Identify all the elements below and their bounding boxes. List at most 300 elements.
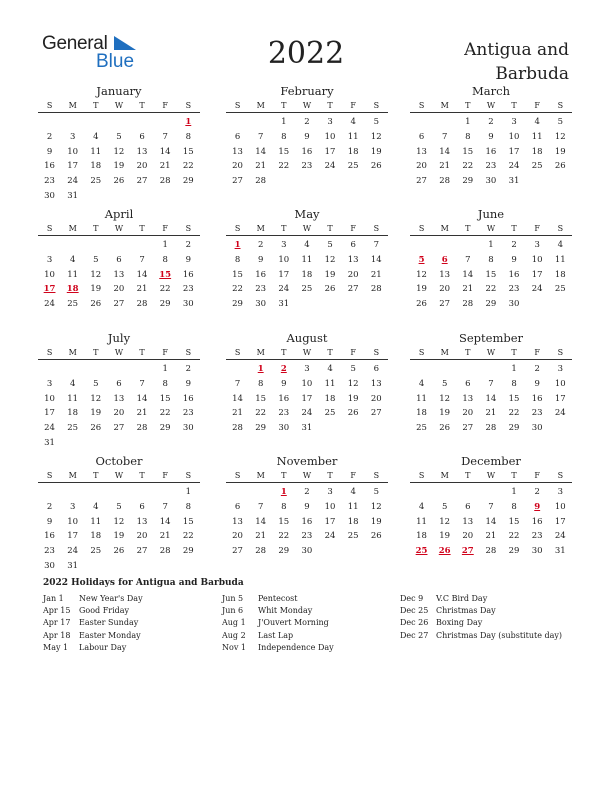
weekday-label: M	[440, 224, 449, 233]
holiday-name: Labour Day	[79, 642, 127, 652]
day-cell: 22	[255, 408, 267, 419]
week-row	[410, 174, 572, 189]
holiday-date: Dec 25	[400, 606, 429, 616]
day-cell: 9	[488, 131, 494, 142]
empty-cell	[177, 436, 200, 451]
day-cell: 8	[234, 254, 241, 265]
day-cell: 10	[278, 254, 290, 265]
holiday-day: 17	[43, 284, 56, 295]
empty-cell	[131, 115, 154, 130]
day-cell: 19	[113, 531, 125, 542]
empty-cell	[107, 362, 130, 377]
day-cell: 11	[347, 131, 359, 142]
month-june	[410, 207, 572, 312]
day-cell: 18	[531, 146, 543, 157]
weekday-label: F	[162, 471, 168, 480]
day-cell: 11	[554, 254, 566, 265]
day-cell: 23	[508, 284, 520, 295]
day-cell: 7	[488, 378, 494, 389]
day-cell: 18	[301, 269, 313, 280]
day-cell: 30	[531, 423, 543, 434]
empty-cell	[410, 115, 433, 130]
day-cell: 11	[324, 378, 336, 389]
day-cell: 12	[416, 269, 427, 280]
week-row	[410, 392, 572, 407]
day-cell: 5	[441, 378, 448, 389]
day-cell: 1	[162, 240, 168, 250]
empty-cell	[38, 362, 61, 377]
day-cell: 4	[557, 240, 564, 250]
holiday-name: New Year's Day	[79, 594, 143, 603]
day-cell: 9	[46, 146, 53, 157]
day-cell: 15	[182, 146, 194, 157]
weekday-label: M	[68, 348, 77, 357]
week-row	[38, 392, 200, 407]
day-cell: 23	[278, 408, 290, 419]
day-cell: 17	[44, 408, 55, 419]
day-cell: 15	[508, 393, 520, 404]
day-cell: 2	[257, 240, 264, 250]
weekday-label: W	[114, 348, 124, 357]
day-cell: 27	[439, 299, 451, 310]
holiday-date: May 1	[43, 642, 69, 652]
month-november	[226, 454, 388, 559]
day-cell: 3	[304, 364, 310, 374]
day-cell: 3	[557, 364, 564, 374]
day-cell: 19	[324, 269, 336, 280]
week-row	[410, 253, 572, 268]
day-cell: 4	[350, 117, 356, 127]
holiday-day: 1	[185, 117, 192, 127]
day-cell: 11	[531, 131, 543, 142]
weekday-header	[226, 346, 388, 360]
week-row	[226, 145, 388, 160]
day-cell: 2	[534, 487, 540, 497]
day-cell: 29	[159, 423, 171, 434]
day-cell: 27	[232, 176, 243, 187]
day-cell: 8	[185, 501, 192, 512]
day-cell: 9	[185, 254, 192, 265]
month-july	[38, 331, 200, 451]
week-row	[226, 174, 388, 189]
weekday-label: S	[557, 348, 564, 357]
weekday-label: F	[162, 101, 168, 110]
week-row	[226, 268, 388, 283]
weekday-label: W	[486, 471, 496, 480]
day-cell: 2	[304, 487, 310, 497]
weekday-label: S	[373, 471, 380, 480]
holiday-name: Boxing Day	[436, 618, 483, 628]
empty-cell	[131, 485, 154, 500]
weekday-label: S	[557, 224, 564, 233]
day-cell: 11	[90, 516, 102, 527]
weekday-label: T	[281, 471, 287, 480]
weekday-header	[410, 469, 572, 483]
day-cell: 2	[304, 117, 310, 127]
holiday-item	[43, 617, 143, 629]
empty-cell	[319, 297, 342, 312]
day-cell: 16	[531, 393, 543, 404]
day-cell: 14	[485, 516, 497, 527]
day-cell: 22	[278, 161, 290, 172]
empty-cell	[177, 559, 200, 574]
day-cell: 4	[418, 501, 425, 512]
holiday-name: Easter Monday	[79, 630, 141, 640]
day-cell: 25	[90, 176, 102, 187]
day-cell: 10	[324, 501, 336, 512]
day-cell: 20	[462, 408, 474, 419]
day-cell: 10	[531, 254, 543, 265]
month-january	[38, 84, 200, 204]
day-cell: 4	[304, 240, 310, 250]
empty-cell	[226, 485, 249, 500]
week-row	[226, 515, 388, 530]
holiday-item	[222, 617, 334, 629]
day-cell: 24	[554, 408, 566, 419]
day-cell: 13	[462, 393, 474, 404]
day-cell: 21	[159, 531, 171, 542]
month-march	[410, 84, 572, 189]
weekday-label: M	[256, 348, 265, 357]
day-cell: 22	[278, 531, 290, 542]
week-row	[38, 268, 200, 283]
day-cell: 28	[370, 284, 382, 295]
day-cell: 20	[347, 269, 359, 280]
day-cell: 5	[116, 501, 122, 512]
day-cell: 3	[511, 117, 517, 127]
logo-blue-text: Blue	[96, 51, 135, 72]
holiday-day: 26	[438, 546, 451, 557]
day-cell: 6	[116, 378, 122, 389]
empty-cell	[107, 115, 130, 130]
empty-cell	[61, 485, 84, 500]
day-cell: 6	[139, 131, 145, 142]
weekday-label: M	[440, 101, 449, 110]
week-row	[410, 282, 572, 297]
day-cell: 16	[44, 161, 55, 172]
weekday-label: T	[465, 471, 471, 480]
day-cell: 25	[301, 284, 313, 295]
day-cell: 5	[350, 364, 356, 374]
empty-cell	[38, 115, 61, 130]
day-cell: 17	[508, 146, 520, 157]
holiday-name: J'Ouvert Morning	[258, 618, 329, 628]
week-row	[410, 115, 572, 130]
day-cell: 25	[67, 423, 79, 434]
day-cell: 19	[370, 516, 382, 527]
day-cell: 1	[465, 117, 471, 127]
day-cell: 9	[257, 254, 264, 265]
weekday-label: S	[557, 471, 564, 480]
weekday-label: F	[534, 224, 540, 233]
week-row	[410, 500, 572, 515]
day-cell: 3	[557, 487, 564, 497]
holiday-date: Apr 15	[43, 606, 71, 616]
day-cell: 13	[232, 516, 243, 527]
day-cell: 10	[44, 269, 55, 280]
holiday-day: 2	[280, 364, 287, 374]
day-cell: 26	[347, 408, 359, 419]
week-row	[38, 559, 200, 574]
day-cell: 15	[485, 269, 497, 280]
day-cell: 29	[508, 423, 520, 434]
day-cell: 22	[508, 531, 520, 542]
weekday-label: S	[46, 101, 53, 110]
day-cell: 2	[534, 364, 540, 374]
empty-cell	[365, 297, 388, 312]
day-cell: 18	[90, 161, 102, 172]
day-cell: 6	[350, 240, 356, 250]
empty-cell	[38, 485, 61, 500]
day-cell: 25	[90, 546, 102, 557]
day-cell: 19	[90, 408, 102, 419]
day-cell: 25	[347, 161, 359, 172]
day-cell: 13	[136, 146, 148, 157]
holiday-column	[43, 593, 143, 654]
day-cell: 24	[324, 531, 336, 542]
day-cell: 12	[554, 131, 566, 142]
weekday-label: T	[281, 348, 287, 357]
holiday-column	[400, 593, 562, 642]
day-cell: 20	[370, 393, 382, 404]
empty-cell	[84, 485, 107, 500]
day-cell: 21	[439, 161, 451, 172]
holiday-day: 27	[461, 546, 474, 557]
day-cell: 29	[462, 176, 474, 187]
holiday-day: 1	[280, 487, 287, 497]
empty-cell	[433, 238, 456, 253]
day-cell: 14	[159, 146, 171, 157]
empty-cell	[479, 362, 502, 377]
empty-cell	[365, 544, 388, 559]
empty-cell	[456, 362, 479, 377]
day-cell: 10	[554, 378, 566, 389]
weekday-label: T	[93, 348, 99, 357]
empty-cell	[131, 189, 154, 204]
weekday-label: W	[486, 348, 496, 357]
day-cell: 23	[44, 176, 55, 187]
day-cell: 7	[257, 131, 264, 142]
empty-cell	[107, 485, 130, 500]
day-cell: 24	[554, 531, 566, 542]
month-name: August	[286, 331, 328, 345]
day-cell: 3	[69, 501, 76, 512]
day-cell: 12	[90, 269, 102, 280]
month-name: December	[461, 454, 521, 468]
day-cell: 5	[116, 131, 122, 142]
empty-cell	[131, 436, 154, 451]
weekday-label: T	[511, 348, 517, 357]
day-cell: 29	[508, 546, 520, 557]
holiday-name: V.C Bird Day	[436, 594, 488, 603]
day-cell: 24	[278, 284, 290, 295]
holiday-date: Nov 1	[222, 642, 246, 652]
weekday-label: W	[114, 471, 124, 480]
holiday-date: Dec 27	[400, 630, 429, 640]
day-cell: 25	[554, 284, 566, 295]
weekday-label: S	[46, 348, 53, 357]
country-name	[464, 38, 569, 86]
day-cell: 29	[232, 299, 243, 310]
day-cell: 28	[232, 423, 243, 434]
day-cell: 3	[69, 131, 76, 142]
day-cell: 7	[139, 254, 145, 265]
day-cell: 9	[304, 501, 310, 512]
empty-cell	[456, 238, 479, 253]
week-row	[226, 392, 388, 407]
day-cell: 1	[488, 240, 494, 250]
weekday-label: F	[350, 348, 356, 357]
weekday-label: S	[418, 101, 425, 110]
empty-cell	[177, 189, 200, 204]
day-cell: 8	[281, 131, 287, 142]
weekday-label: T	[327, 224, 333, 233]
day-cell: 20	[232, 161, 243, 172]
day-cell: 24	[44, 423, 55, 434]
weekday-label: S	[234, 224, 241, 233]
empty-cell	[131, 238, 154, 253]
day-cell: 14	[232, 393, 243, 404]
day-cell: 30	[301, 546, 313, 557]
day-cell: 24	[67, 176, 79, 187]
day-cell: 13	[232, 146, 243, 157]
empty-cell	[319, 174, 342, 189]
weekday-label: S	[185, 471, 192, 480]
day-cell: 3	[327, 487, 333, 497]
empty-cell	[61, 436, 84, 451]
week-row	[38, 406, 200, 421]
day-cell: 6	[465, 501, 471, 512]
day-cell: 28	[462, 299, 474, 310]
holiday-day: 5	[418, 254, 425, 265]
empty-cell	[107, 559, 130, 574]
day-cell: 23	[182, 408, 194, 419]
empty-cell	[319, 421, 342, 436]
holidays-title: 2022 Holidays for Antigua and Barbuda	[43, 578, 244, 588]
weekday-label: S	[373, 101, 380, 110]
day-cell: 9	[281, 378, 287, 389]
day-cell: 3	[46, 254, 53, 265]
day-cell: 19	[439, 408, 451, 419]
day-cell: 7	[234, 378, 241, 389]
week-row	[226, 130, 388, 145]
day-cell: 11	[301, 254, 313, 265]
week-row	[410, 515, 572, 530]
month-name: July	[107, 331, 131, 345]
week-row	[410, 145, 572, 160]
day-cell: 27	[370, 408, 382, 419]
week-row	[410, 406, 572, 421]
day-cell: 11	[90, 146, 102, 157]
weekday-label: T	[139, 471, 145, 480]
holiday-day: 15	[159, 269, 172, 280]
day-cell: 17	[531, 269, 543, 280]
day-cell: 23	[301, 161, 313, 172]
day-cell: 1	[162, 364, 168, 374]
day-cell: 1	[281, 117, 287, 127]
week-row	[38, 500, 200, 515]
week-row	[410, 268, 572, 283]
weekday-label: T	[93, 224, 99, 233]
empty-cell	[295, 297, 318, 312]
week-row	[38, 515, 200, 530]
week-row	[38, 282, 200, 297]
weekday-label: S	[46, 471, 53, 480]
holiday-date: Dec 9	[400, 594, 424, 603]
day-cell: 10	[508, 131, 520, 142]
day-cell: 16	[485, 146, 497, 157]
day-cell: 6	[116, 254, 122, 265]
holiday-column	[222, 593, 334, 654]
day-cell: 18	[67, 408, 79, 419]
holiday-day: 6	[441, 254, 448, 265]
day-cell: 20	[136, 531, 148, 542]
empty-cell	[342, 174, 365, 189]
weekday-label: T	[511, 224, 517, 233]
weekday-header	[410, 222, 572, 236]
holiday-name: Christmas Day	[436, 606, 496, 616]
day-cell: 16	[301, 516, 313, 527]
day-cell: 21	[232, 408, 243, 419]
empty-cell	[433, 362, 456, 377]
day-cell: 4	[418, 378, 425, 389]
empty-cell	[365, 174, 388, 189]
day-cell: 19	[416, 284, 427, 295]
empty-cell	[226, 362, 249, 377]
day-cell: 27	[113, 299, 125, 310]
holiday-day: 1	[234, 240, 241, 250]
week-row	[410, 130, 572, 145]
week-row	[226, 485, 388, 500]
day-cell: 16	[508, 269, 520, 280]
day-cell: 31	[44, 437, 55, 448]
empty-cell	[410, 485, 433, 500]
day-cell: 31	[67, 560, 79, 571]
week-row	[38, 115, 200, 130]
empty-cell	[61, 238, 84, 253]
day-cell: 14	[485, 393, 497, 404]
day-cell: 14	[136, 269, 148, 280]
week-row	[410, 159, 572, 174]
day-cell: 17	[324, 516, 336, 527]
month-name: March	[472, 84, 510, 98]
day-cell: 25	[347, 531, 359, 542]
day-cell: 13	[113, 393, 125, 404]
day-cell: 7	[465, 254, 471, 265]
day-cell: 23	[531, 408, 543, 419]
day-cell: 3	[46, 378, 53, 389]
empty-cell	[249, 485, 272, 500]
holiday-item	[222, 605, 334, 617]
weekday-label: T	[139, 224, 145, 233]
day-cell: 31	[554, 546, 566, 557]
day-cell: 16	[531, 516, 543, 527]
month-name: October	[95, 454, 143, 468]
week-row	[410, 362, 572, 377]
day-cell: 9	[185, 378, 192, 389]
empty-cell	[295, 174, 318, 189]
day-cell: 4	[93, 131, 99, 142]
day-cell: 22	[232, 284, 243, 295]
weekday-label: F	[162, 348, 168, 357]
week-row	[226, 377, 388, 392]
day-cell: 24	[67, 546, 79, 557]
empty-cell	[319, 544, 342, 559]
day-cell: 21	[136, 284, 148, 295]
day-cell: 8	[465, 131, 471, 142]
weekday-label: T	[139, 101, 145, 110]
year-title: 2022	[267, 36, 345, 71]
